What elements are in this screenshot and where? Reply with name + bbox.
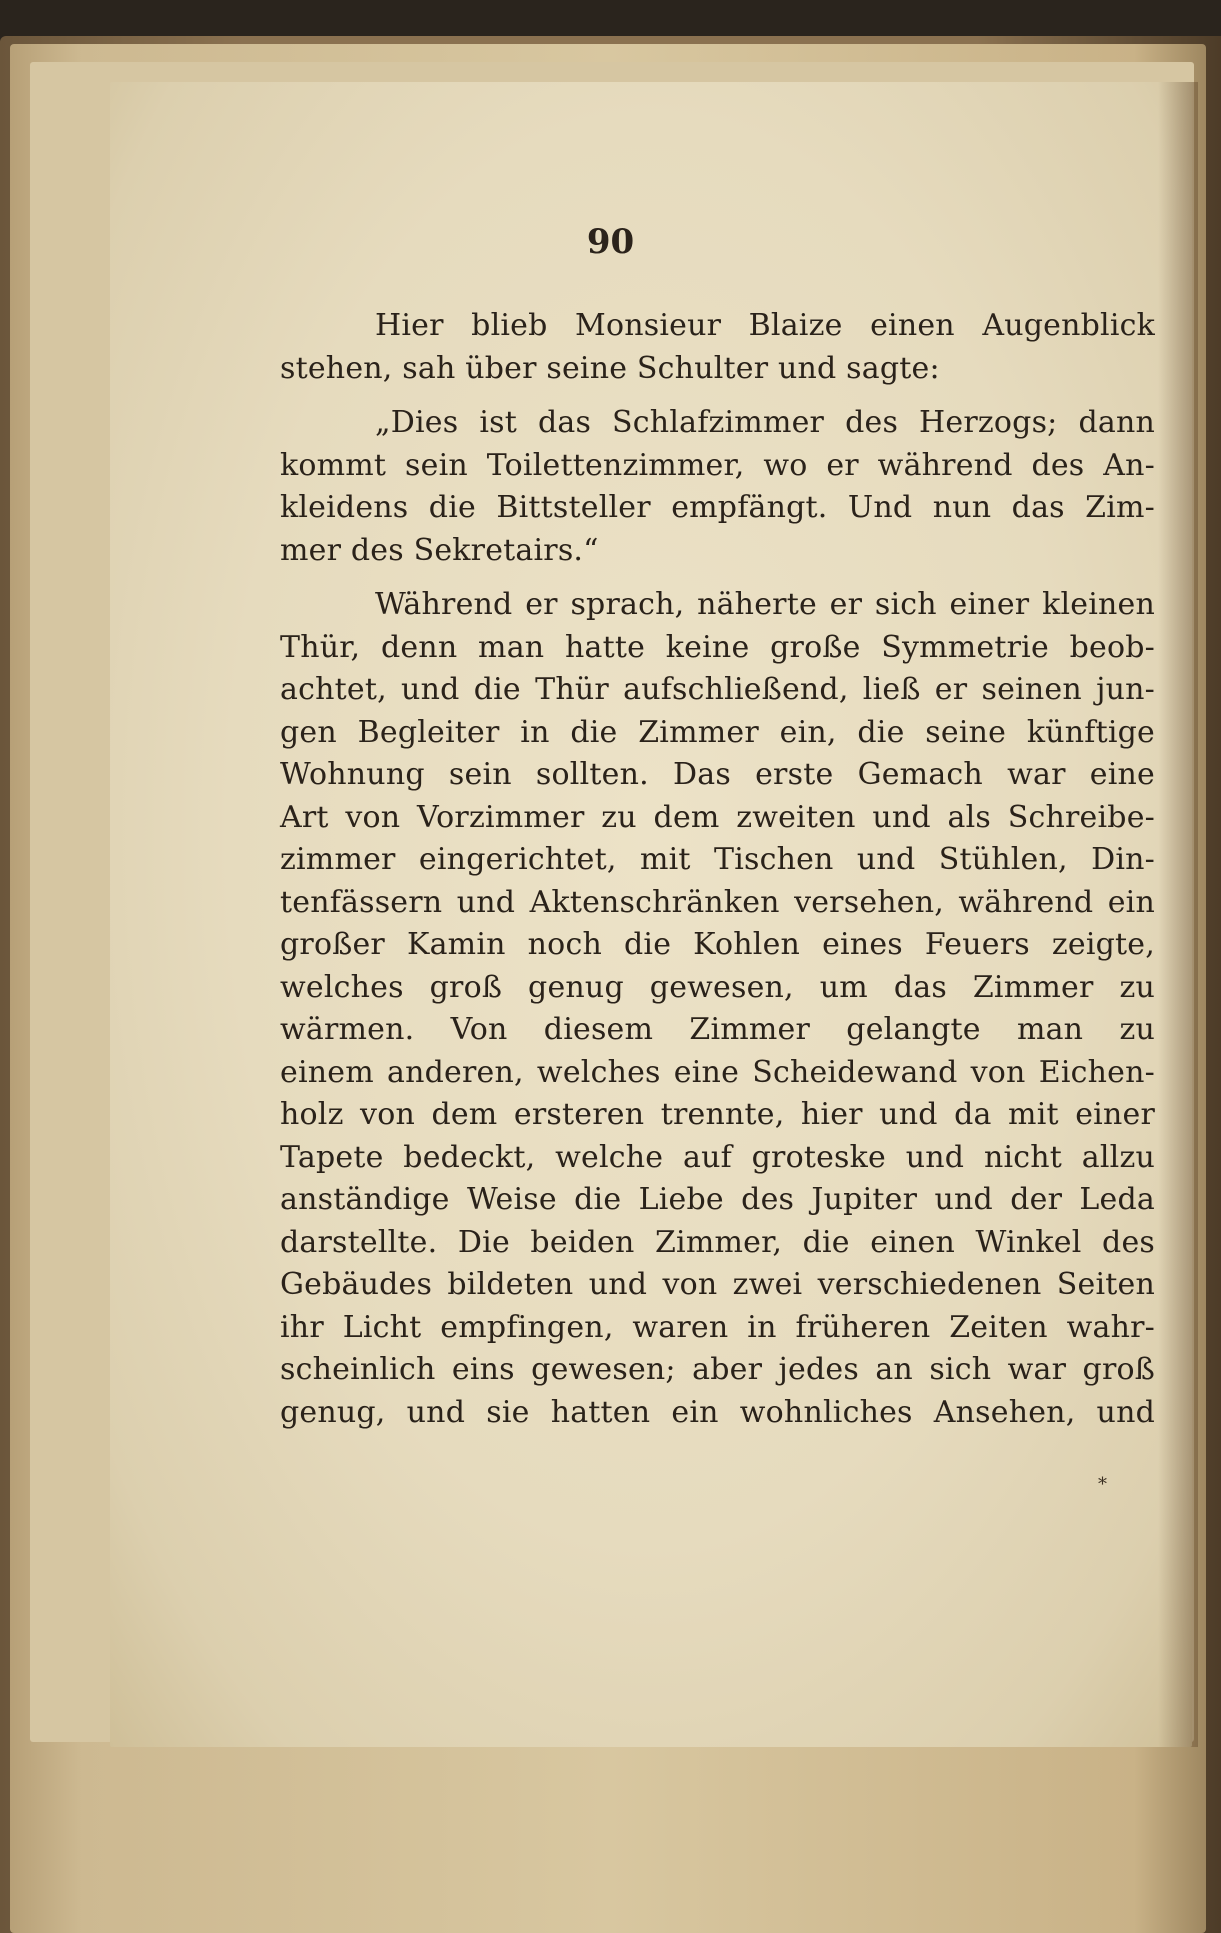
text-line: Tapete bedeckt, welche auf groteske und nicht allzu (280, 1139, 1155, 1175)
text-line: wärmen. Von diesem Zimmer gelangte man zu (280, 1012, 1155, 1047)
text-line: Thür, denn man hatte keine große Symmetrie beob- (280, 629, 1155, 665)
text-line: großer Kamin noch die Kohlen eines Feuers zeigte, (280, 927, 1155, 962)
page-number: 90 (586, 222, 635, 262)
text-line: mer des Sekretairs.“ (280, 532, 599, 568)
text-line: ihr Licht empfingen, waren in früheren Zeiten wahr- (280, 1309, 1155, 1345)
text-line: gen Begleiter in die Zimmer ein, die seine künftige (280, 714, 1155, 750)
text-line: Gebäudes bildeten und von zwei verschiedenen Seiten (280, 1267, 1155, 1302)
text-line: „Dies ist das Schlafzimmer des Herzogs; dann (375, 405, 1155, 440)
text-line: anständige Weise die Liebe des Jupiter und der Leda (280, 1182, 1155, 1217)
text-line: Während er sprach, näherte er sich einer kleinen (375, 587, 1155, 622)
text-line: kleidens die Bittsteller empfängt. Und nun das Zim- (280, 490, 1155, 525)
text-line: scheinlich eins gewesen; aber jedes an sich war groß (280, 1352, 1155, 1387)
text-line: Hier blieb Monsieur Blaize einen Augenblick (375, 308, 1155, 343)
text-line: stehen, sah über seine Schulter und sagte: (280, 350, 940, 386)
text-line: einem anderen, welches eine Scheidewand von Eichen- (280, 1054, 1155, 1090)
page-text (280, 305, 1155, 1434)
text-line: tenfässern und Aktenschränken versehen, während ein (280, 884, 1155, 920)
page-gutter-shadow (1158, 82, 1198, 1747)
paragraph (280, 584, 1155, 1434)
text-line: darstellte. Die beiden Zimmer, die einen Winkel des (280, 1224, 1155, 1260)
paragraph (280, 402, 1155, 572)
text-line: welches groß genug gewesen, um das Zimmer zu (280, 969, 1155, 1005)
text-line: Art von Vorzimmer zu dem zweiten und als Schreibe- (280, 799, 1155, 835)
signature-mark: * (1098, 1474, 1107, 1495)
text-line: genug, und sie hatten ein wohnliches Ansehen, und (280, 1394, 1155, 1430)
text-line: achtet, und die Thür aufschließend, ließ er seinen jun- (280, 672, 1155, 707)
text-line: kommt sein Toilettenzimmer, wo er während des An- (280, 447, 1155, 483)
text-line: zimmer eingerichtet, mit Tischen und Stühlen, Din- (280, 842, 1155, 877)
paragraph (280, 305, 1155, 390)
text-line: holz von dem ersteren trennte, hier und da mit einer (280, 1097, 1155, 1132)
text-line: Wohnung sein sollten. Das erste Gemach war eine (280, 757, 1155, 792)
